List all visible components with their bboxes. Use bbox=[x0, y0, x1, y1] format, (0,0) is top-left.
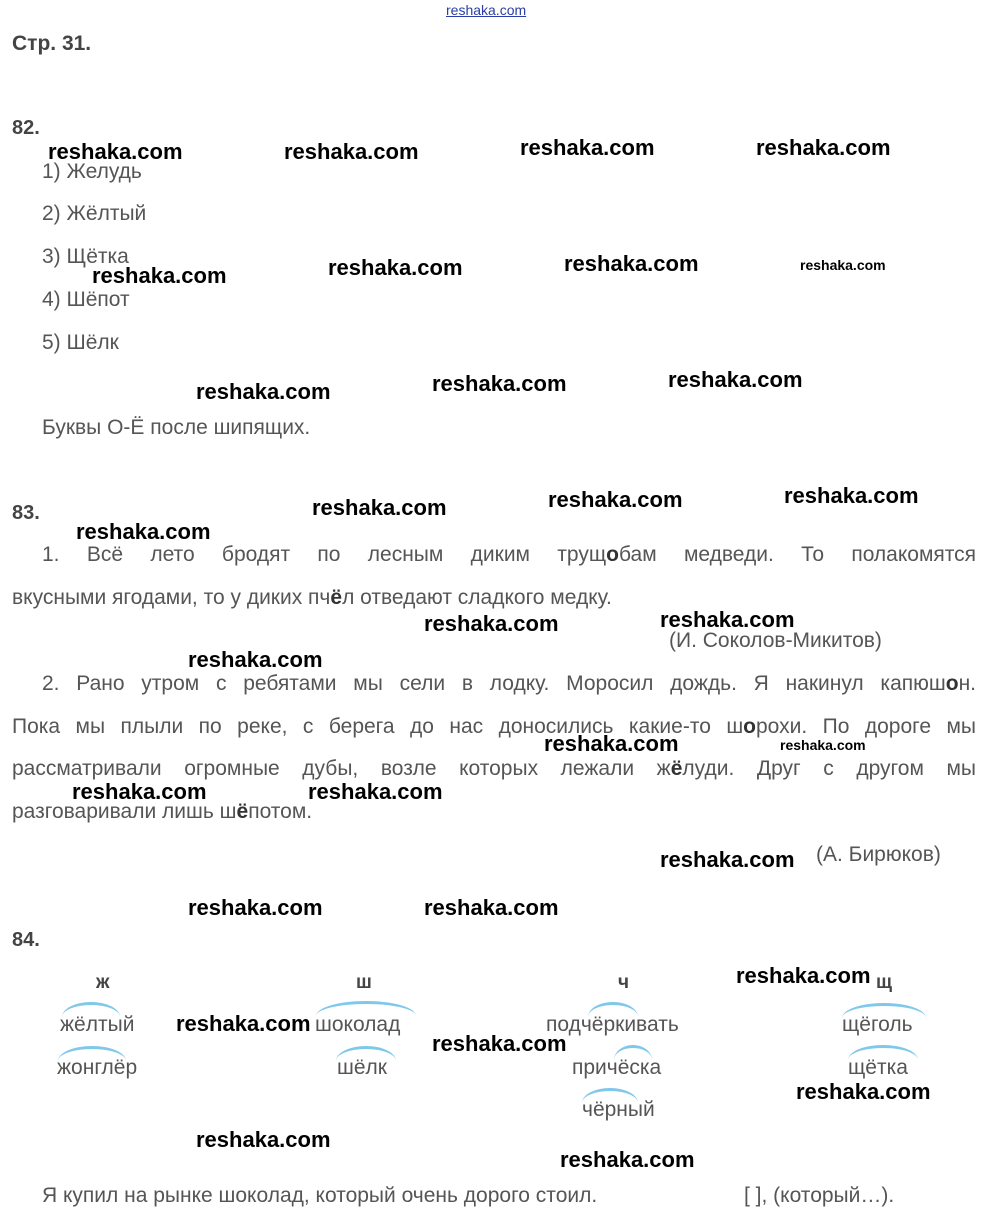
watermark: reshaka.com bbox=[312, 495, 447, 520]
exercise-82-number: 82. bbox=[12, 117, 40, 139]
column-head-zh: ж bbox=[96, 972, 110, 993]
watermark: reshaka.com bbox=[800, 257, 886, 273]
watermark: reshaka.com bbox=[756, 135, 891, 160]
ex82-item-3: 3) Щётка bbox=[42, 245, 129, 268]
watermark: reshaka.com bbox=[196, 379, 331, 404]
watermark: reshaka.com bbox=[48, 139, 183, 164]
watermark: reshaka.com bbox=[544, 731, 679, 756]
ex83-author-2: (А. Бирюков) bbox=[816, 843, 941, 866]
watermark: reshaka.com bbox=[560, 1147, 695, 1172]
watermark: reshaka.com bbox=[548, 487, 683, 512]
ex82-item-5: 5) Шёлк bbox=[42, 331, 119, 354]
watermark: reshaka.com bbox=[432, 1031, 567, 1056]
word-prichyoska: причёска bbox=[572, 1056, 662, 1079]
ex83-text1-line1: 1. Всё лето бродят по лесным диким трущобам медведи. То полакомятся bbox=[42, 543, 977, 566]
word-shchetka: щётка bbox=[848, 1056, 908, 1079]
watermark: reshaka.com bbox=[72, 779, 207, 804]
ex83-text2-line3: рассматривали огромные дубы, возле которых лежали жёлуди. Друг с другом мы bbox=[12, 757, 976, 780]
exercise-84-number: 84. bbox=[12, 929, 40, 951]
column-head-sh: ш bbox=[356, 972, 372, 993]
watermark: reshaka.com bbox=[188, 647, 323, 672]
ex83-text1-line2: вкусными ягодами, то у диких пчёл отведают сладкого медку. bbox=[12, 586, 612, 609]
ex82-item-2: 2) Жёлтый bbox=[42, 202, 147, 225]
watermark: reshaka.com bbox=[564, 251, 699, 276]
watermark: reshaka.com bbox=[176, 1011, 311, 1036]
watermark: reshaka.com bbox=[660, 607, 795, 632]
watermark: reshaka.com bbox=[328, 255, 463, 280]
watermark: reshaka.com bbox=[284, 139, 419, 164]
watermark: reshaka.com bbox=[780, 737, 866, 753]
watermark: reshaka.com bbox=[784, 483, 919, 508]
watermark: reshaka.com bbox=[660, 847, 795, 872]
word-shokolad: шоколад bbox=[315, 1013, 401, 1036]
ex83-text2-line4: разговаривали лишь шёпотом. bbox=[12, 800, 313, 823]
ex83-author-1: (И. Соколов-Микитов) bbox=[669, 629, 882, 652]
exercise-83-number: 83. bbox=[12, 502, 40, 524]
watermark: reshaka.com bbox=[188, 895, 323, 920]
highlight-letter: ё bbox=[330, 586, 343, 609]
highlight-letter: о bbox=[945, 672, 959, 695]
highlight-letter: о bbox=[606, 543, 619, 566]
watermark: reshaka.com bbox=[432, 371, 567, 396]
watermark: reshaka.com bbox=[76, 519, 211, 544]
ex83-text2-line2: Пока мы плыли по реке, с берега до нас доносились какие-то шорохи. По дороге мы bbox=[12, 715, 976, 738]
column-head-shch: щ bbox=[876, 972, 893, 993]
watermark: reshaka.com bbox=[424, 611, 559, 636]
watermark: reshaka.com bbox=[196, 1127, 331, 1152]
ex83-text2-line1: 2. Рано утром с ребятами мы сели в лодку. Моросил дождь. Я накинул капюшон. bbox=[42, 672, 976, 695]
highlight-letter: о bbox=[743, 715, 756, 738]
word-podcherkivat: подчёркивать bbox=[546, 1013, 679, 1036]
word-zheltyj: жёлтый bbox=[60, 1013, 135, 1036]
watermark: reshaka.com bbox=[796, 1079, 931, 1104]
page-reference: Стр. 31. bbox=[12, 32, 92, 55]
word-shelk: шёлк bbox=[337, 1056, 387, 1079]
watermark: reshaka.com bbox=[520, 135, 655, 160]
ex84-sentence: Я купил на рынке шоколад, который очень дорого стоил. bbox=[42, 1184, 598, 1207]
word-zhongler: жонглёр bbox=[57, 1056, 138, 1079]
watermark: reshaka.com bbox=[668, 367, 803, 392]
ex82-item-1: 1) Желудь bbox=[42, 160, 142, 183]
highlight-letter: ё bbox=[236, 800, 249, 823]
column-head-ch: ч bbox=[618, 972, 630, 993]
ex82-item-4: 4) Шёпот bbox=[42, 288, 130, 311]
highlight-letter: ё bbox=[670, 757, 683, 780]
ex82-conclusion: Буквы О-Ё после шипящих. bbox=[42, 416, 311, 439]
word-chernyj: чёрный bbox=[582, 1098, 655, 1121]
word-shchegol: щёголь bbox=[842, 1013, 913, 1036]
watermark: reshaka.com bbox=[92, 263, 227, 288]
site-header-link[interactable]: reshaka.com bbox=[446, 2, 527, 18]
watermark: reshaka.com bbox=[424, 895, 559, 920]
watermark: reshaka.com bbox=[308, 779, 443, 804]
watermark: reshaka.com bbox=[736, 963, 871, 988]
ex84-scheme: [ ], (который…). bbox=[744, 1184, 895, 1207]
